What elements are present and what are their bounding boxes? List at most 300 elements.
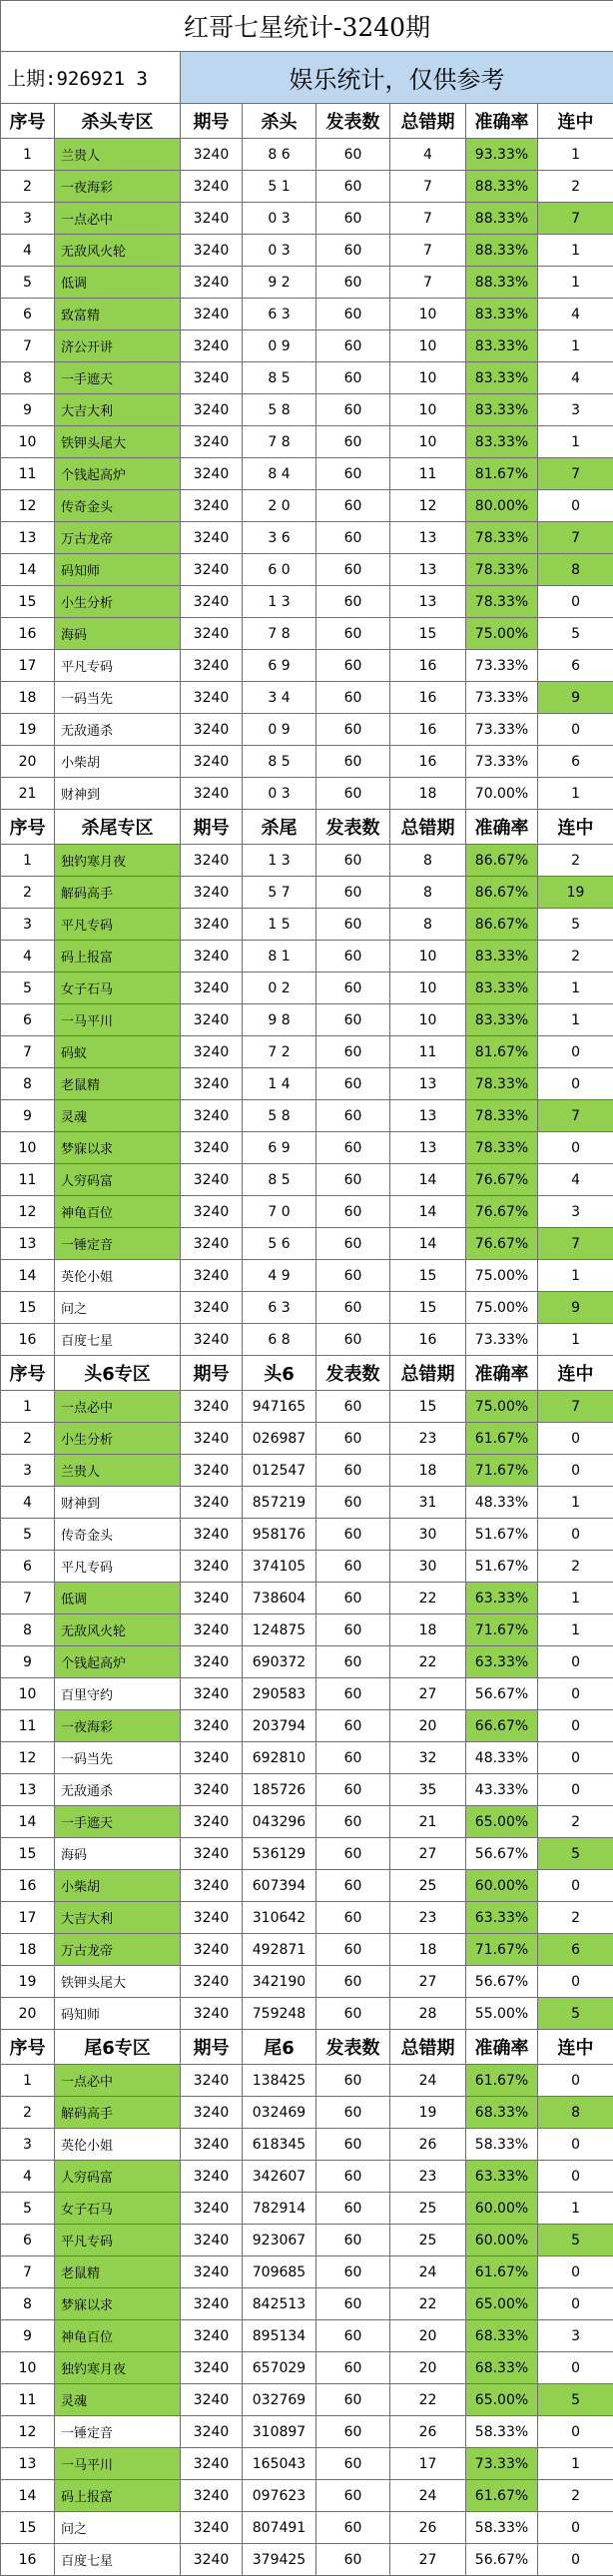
- cell-miss-count: 13: [390, 1132, 466, 1164]
- cell-accuracy: 58.33%: [466, 2416, 538, 2448]
- cell-predictor-name: 一码当先: [55, 1742, 181, 1774]
- cell-period: 3240: [181, 1742, 243, 1774]
- cell-index: 7: [1, 2256, 55, 2288]
- cell-period: 3240: [181, 2320, 243, 2352]
- cell-streak: 7: [538, 1100, 613, 1132]
- cell-post-count: 60: [316, 2320, 390, 2352]
- cell-accuracy: 78.33%: [466, 554, 538, 586]
- cell-period: 3240: [181, 1551, 243, 1583]
- cell-period: 3240: [181, 2448, 243, 2480]
- cell-period: 3240: [181, 490, 243, 522]
- column-header-period: 期号: [181, 810, 243, 845]
- cell-post-count: 60: [316, 1132, 390, 1164]
- cell-accuracy: 88.33%: [466, 171, 538, 203]
- cell-prediction: 203794: [243, 1710, 316, 1742]
- table-row: [1, 2065, 613, 2097]
- column-header-accuracy: 准确率: [466, 104, 538, 139]
- cell-period: 3240: [181, 1519, 243, 1551]
- cell-miss-count: 15: [390, 1292, 466, 1324]
- cell-post-count: 60: [316, 1004, 390, 1036]
- cell-predictor-name: 一码当先: [55, 682, 181, 714]
- cell-prediction: 026987: [243, 1423, 316, 1455]
- cell-period: 3240: [181, 2225, 243, 2256]
- cell-index: 8: [1, 1068, 55, 1100]
- cell-post-count: 60: [316, 2544, 390, 2576]
- table-row: [1, 1838, 613, 1870]
- cell-predictor-name: 大吉大利: [55, 1902, 181, 1934]
- cell-post-count: 60: [316, 2448, 390, 2480]
- cell-prediction: 1 3: [243, 586, 316, 618]
- cell-period: 3240: [181, 330, 243, 362]
- cell-prediction: 0 3: [243, 778, 316, 810]
- table-row: [1, 941, 613, 972]
- cell-index: 16: [1, 618, 55, 650]
- cell-accuracy: 48.33%: [466, 1742, 538, 1774]
- cell-predictor-name: 人穷码富: [55, 2161, 181, 2193]
- cell-post-count: 60: [316, 1391, 390, 1423]
- column-header-index: 序号: [1, 1356, 55, 1391]
- cell-predictor-name: 低调: [55, 1583, 181, 1614]
- cell-miss-count: 24: [390, 2480, 466, 2512]
- cell-miss-count: 26: [390, 2416, 466, 2448]
- cell-post-count: 60: [316, 2256, 390, 2288]
- cell-prediction: 9 8: [243, 1004, 316, 1036]
- cell-prediction: 124875: [243, 1614, 316, 1646]
- table-row: [1, 2480, 613, 2512]
- cell-index: 12: [1, 2416, 55, 2448]
- cell-period: 3240: [181, 139, 243, 171]
- cell-period: 3240: [181, 1100, 243, 1132]
- cell-index: 4: [1, 941, 55, 972]
- cell-accuracy: 56.67%: [466, 1966, 538, 1998]
- cell-streak: 0: [538, 2416, 613, 2448]
- cell-predictor-name: 低调: [55, 267, 181, 299]
- cell-streak: 3: [538, 2320, 613, 2352]
- cell-index: 2: [1, 877, 55, 909]
- column-header-post-count: 发表数: [316, 1356, 390, 1391]
- cell-streak: 0: [538, 2256, 613, 2288]
- cell-index: 9: [1, 1646, 55, 1678]
- cell-accuracy: 73.33%: [466, 650, 538, 682]
- column-header-predictor-name: 杀尾专区: [55, 810, 181, 845]
- cell-accuracy: 83.33%: [466, 330, 538, 362]
- cell-post-count: 60: [316, 522, 390, 554]
- cell-miss-count: 25: [390, 2193, 466, 2225]
- table-row: [1, 1583, 613, 1614]
- cell-streak: 0: [538, 1710, 613, 1742]
- cell-period: 3240: [181, 1583, 243, 1614]
- cell-accuracy: 63.33%: [466, 1902, 538, 1934]
- table-row: [1, 2161, 613, 2193]
- section-header-row: [1, 810, 613, 845]
- cell-post-count: 60: [316, 1742, 390, 1774]
- cell-period: 3240: [181, 171, 243, 203]
- cell-post-count: 60: [316, 972, 390, 1004]
- cell-index: 13: [1, 522, 55, 554]
- cell-post-count: 60: [316, 845, 390, 877]
- cell-miss-count: 10: [390, 941, 466, 972]
- cell-streak: 0: [538, 1519, 613, 1551]
- cell-index: 7: [1, 1036, 55, 1068]
- cell-accuracy: 60.00%: [466, 2225, 538, 2256]
- cell-predictor-name: 女子石马: [55, 2193, 181, 2225]
- cell-period: 3240: [181, 909, 243, 941]
- table-row: [1, 1196, 613, 1228]
- table-row: [1, 330, 613, 362]
- cell-index: 11: [1, 2384, 55, 2416]
- cell-predictor-name: 铁钾头尾大: [55, 426, 181, 458]
- cell-streak: 1: [538, 1324, 613, 1356]
- cell-predictor-name: 老鼠精: [55, 1068, 181, 1100]
- cell-accuracy: 86.67%: [466, 845, 538, 877]
- cell-miss-count: 10: [390, 362, 466, 394]
- cell-predictor-name: 平凡专码: [55, 650, 181, 682]
- cell-predictor-name: 百度七星: [55, 1324, 181, 1356]
- cell-predictor-name: 英伦小姐: [55, 1260, 181, 1292]
- cell-streak: 1: [538, 330, 613, 362]
- cell-post-count: 60: [316, 1966, 390, 1998]
- cell-prediction: 6 9: [243, 1132, 316, 1164]
- column-header-period: 期号: [181, 1356, 243, 1391]
- cell-miss-count: 30: [390, 1519, 466, 1551]
- cell-index: 7: [1, 1583, 55, 1614]
- cell-predictor-name: 灵魂: [55, 2384, 181, 2416]
- cell-prediction: 738604: [243, 1583, 316, 1614]
- cell-period: 3240: [181, 1806, 243, 1838]
- cell-predictor-name: 铁钾头尾大: [55, 1966, 181, 1998]
- cell-index: 1: [1, 2065, 55, 2097]
- cell-streak: 0: [538, 1870, 613, 1902]
- cell-period: 3240: [181, 972, 243, 1004]
- cell-miss-count: 10: [390, 394, 466, 426]
- cell-index: 14: [1, 1806, 55, 1838]
- cell-miss-count: 25: [390, 2225, 466, 2256]
- cell-period: 3240: [181, 1774, 243, 1806]
- table-row: [1, 2352, 613, 2384]
- table-row: [1, 522, 613, 554]
- cell-period: 3240: [181, 1228, 243, 1260]
- table-row: [1, 1455, 613, 1487]
- cell-post-count: 60: [316, 778, 390, 810]
- cell-post-count: 60: [316, 1036, 390, 1068]
- cell-miss-count: 13: [390, 554, 466, 586]
- cell-predictor-name: 一马平川: [55, 1004, 181, 1036]
- cell-prediction: 8 4: [243, 458, 316, 490]
- cell-accuracy: 71.67%: [466, 1614, 538, 1646]
- cell-accuracy: 48.33%: [466, 1487, 538, 1519]
- cell-period: 3240: [181, 586, 243, 618]
- cell-post-count: 60: [316, 2065, 390, 2097]
- cell-miss-count: 10: [390, 426, 466, 458]
- cell-streak: 1: [538, 1004, 613, 1036]
- cell-miss-count: 22: [390, 2384, 466, 2416]
- cell-index: 10: [1, 1678, 55, 1710]
- cell-accuracy: 43.33%: [466, 1774, 538, 1806]
- cell-predictor-name: 一夜海彩: [55, 1710, 181, 1742]
- cell-period: 3240: [181, 1164, 243, 1196]
- table-row: [1, 2320, 613, 2352]
- cell-predictor-name: 梦寐以求: [55, 2288, 181, 2320]
- table-row: [1, 139, 613, 171]
- table-row: [1, 2256, 613, 2288]
- cell-prediction: 1 5: [243, 909, 316, 941]
- cell-prediction: 2 0: [243, 490, 316, 522]
- cell-miss-count: 16: [390, 650, 466, 682]
- cell-streak: 1: [538, 139, 613, 171]
- cell-index: 12: [1, 490, 55, 522]
- cell-prediction: 947165: [243, 1391, 316, 1423]
- table-row: [1, 1100, 613, 1132]
- cell-predictor-name: 财神到: [55, 1487, 181, 1519]
- cell-prediction: 6 0: [243, 554, 316, 586]
- cell-post-count: 60: [316, 909, 390, 941]
- cell-miss-count: 14: [390, 1164, 466, 1196]
- cell-period: 3240: [181, 1902, 243, 1934]
- table-row: [1, 1870, 613, 1902]
- cell-index: 12: [1, 1196, 55, 1228]
- cell-post-count: 60: [316, 267, 390, 299]
- cell-index: 14: [1, 1260, 55, 1292]
- cell-streak: 2: [538, 845, 613, 877]
- cell-predictor-name: 一点必中: [55, 1391, 181, 1423]
- cell-miss-count: 17: [390, 2448, 466, 2480]
- table-row: [1, 1487, 613, 1519]
- cell-prediction: 492871: [243, 1934, 316, 1966]
- cell-streak: 4: [538, 362, 613, 394]
- cell-streak: 1: [538, 235, 613, 267]
- cell-accuracy: 73.33%: [466, 746, 538, 778]
- cell-post-count: 60: [316, 1934, 390, 1966]
- table-row: [1, 235, 613, 267]
- cell-accuracy: 61.67%: [466, 1423, 538, 1455]
- cell-period: 3240: [181, 2097, 243, 2129]
- cell-predictor-name: 问之: [55, 2512, 181, 2544]
- cell-period: 3240: [181, 1423, 243, 1455]
- cell-predictor-name: 致富精: [55, 299, 181, 330]
- cell-predictor-name: 大吉大利: [55, 394, 181, 426]
- cell-streak: 5: [538, 2225, 613, 2256]
- cell-post-count: 60: [316, 1068, 390, 1100]
- cell-prediction: 607394: [243, 1870, 316, 1902]
- cell-post-count: 60: [316, 1423, 390, 1455]
- cell-miss-count: 10: [390, 330, 466, 362]
- cell-accuracy: 75.00%: [466, 1260, 538, 1292]
- cell-prediction: 012547: [243, 1455, 316, 1487]
- cell-streak: 9: [538, 682, 613, 714]
- table-row: [1, 1324, 613, 1356]
- cell-prediction: 185726: [243, 1774, 316, 1806]
- cell-predictor-name: 小柴胡: [55, 746, 181, 778]
- cell-accuracy: 83.33%: [466, 426, 538, 458]
- cell-post-count: 60: [316, 650, 390, 682]
- cell-period: 3240: [181, 554, 243, 586]
- table-row: [1, 1678, 613, 1710]
- cell-prediction: 842513: [243, 2288, 316, 2320]
- cell-streak: 2: [538, 2480, 613, 2512]
- cell-post-count: 60: [316, 1614, 390, 1646]
- cell-prediction: 895134: [243, 2320, 316, 2352]
- cell-miss-count: 13: [390, 586, 466, 618]
- cell-prediction: 9 2: [243, 267, 316, 299]
- cell-streak: 2: [538, 1806, 613, 1838]
- table-row: [1, 203, 613, 235]
- cell-prediction: 374105: [243, 1551, 316, 1583]
- cell-period: 3240: [181, 1487, 243, 1519]
- cell-predictor-name: 兰贵人: [55, 1455, 181, 1487]
- cell-index: 2: [1, 1423, 55, 1455]
- cell-index: 15: [1, 1838, 55, 1870]
- table-row: [1, 877, 613, 909]
- cell-miss-count: 13: [390, 1068, 466, 1100]
- cell-index: 16: [1, 1324, 55, 1356]
- cell-index: 14: [1, 2480, 55, 2512]
- cell-post-count: 60: [316, 2225, 390, 2256]
- column-header-miss-count: 总错期: [390, 810, 466, 845]
- cell-miss-count: 11: [390, 458, 466, 490]
- cell-miss-count: 7: [390, 267, 466, 299]
- cell-index: 19: [1, 714, 55, 746]
- cell-prediction: 097623: [243, 2480, 316, 2512]
- cell-period: 3240: [181, 1710, 243, 1742]
- column-header-streak: 连中: [538, 1356, 613, 1391]
- cell-prediction: 0 9: [243, 714, 316, 746]
- cell-predictor-name: 无敌通杀: [55, 1774, 181, 1806]
- table-row: [1, 1806, 613, 1838]
- cell-index: 10: [1, 2352, 55, 2384]
- cell-accuracy: 80.00%: [466, 490, 538, 522]
- cell-period: 3240: [181, 845, 243, 877]
- cell-prediction: 310897: [243, 2416, 316, 2448]
- table-row: [1, 2225, 613, 2256]
- section-header-row: [1, 1356, 613, 1391]
- stats-table-body: [1, 1, 613, 2576]
- cell-accuracy: 78.33%: [466, 1132, 538, 1164]
- cell-miss-count: 23: [390, 1902, 466, 1934]
- cell-index: 18: [1, 1934, 55, 1966]
- cell-post-count: 60: [316, 586, 390, 618]
- cell-prediction: 5 8: [243, 1100, 316, 1132]
- cell-period: 3240: [181, 203, 243, 235]
- cell-predictor-name: 兰贵人: [55, 139, 181, 171]
- cell-index: 4: [1, 235, 55, 267]
- table-row: [1, 1292, 613, 1324]
- cell-predictor-name: 传奇金头: [55, 1519, 181, 1551]
- cell-post-count: 60: [316, 1774, 390, 1806]
- cell-streak: 0: [538, 2288, 613, 2320]
- cell-prediction: 7 8: [243, 618, 316, 650]
- cell-period: 3240: [181, 2129, 243, 2161]
- cell-prediction: 923067: [243, 2225, 316, 2256]
- cell-post-count: 60: [316, 2129, 390, 2161]
- cell-streak: 9: [538, 1292, 613, 1324]
- cell-prediction: 8 6: [243, 139, 316, 171]
- cell-streak: 7: [538, 203, 613, 235]
- cell-period: 3240: [181, 1838, 243, 1870]
- cell-post-count: 60: [316, 2193, 390, 2225]
- cell-streak: 8: [538, 2097, 613, 2129]
- cell-accuracy: 83.33%: [466, 972, 538, 1004]
- cell-index: 16: [1, 2544, 55, 2576]
- table-row: [1, 682, 613, 714]
- cell-accuracy: 83.33%: [466, 1004, 538, 1036]
- cell-predictor-name: 码知师: [55, 1998, 181, 2030]
- cell-accuracy: 75.00%: [466, 1391, 538, 1423]
- column-header-prediction: 杀尾: [243, 810, 316, 845]
- cell-miss-count: 10: [390, 299, 466, 330]
- cell-post-count: 60: [316, 1646, 390, 1678]
- cell-streak: 0: [538, 2161, 613, 2193]
- cell-post-count: 60: [316, 1519, 390, 1551]
- cell-streak: 7: [538, 522, 613, 554]
- cell-prediction: 8 5: [243, 1164, 316, 1196]
- column-header-post-count: 发表数: [316, 104, 390, 139]
- table-row: [1, 1902, 613, 1934]
- cell-prediction: 1 4: [243, 1068, 316, 1100]
- cell-index: 6: [1, 2225, 55, 2256]
- table-row: [1, 650, 613, 682]
- table-row: [1, 618, 613, 650]
- cell-prediction: 0 9: [243, 330, 316, 362]
- cell-index: 14: [1, 554, 55, 586]
- column-header-miss-count: 总错期: [390, 104, 466, 139]
- cell-predictor-name: 平凡专码: [55, 1551, 181, 1583]
- table-row: [1, 1423, 613, 1455]
- cell-index: 4: [1, 2161, 55, 2193]
- cell-post-count: 60: [316, 426, 390, 458]
- cell-predictor-name: 码蚁: [55, 1036, 181, 1068]
- cell-accuracy: 63.33%: [466, 1583, 538, 1614]
- cell-period: 3240: [181, 1646, 243, 1678]
- cell-prediction: 7 8: [243, 426, 316, 458]
- cell-prediction: 342190: [243, 1966, 316, 1998]
- cell-index: 8: [1, 362, 55, 394]
- cell-miss-count: 23: [390, 1423, 466, 1455]
- cell-streak: 1: [538, 1583, 613, 1614]
- cell-period: 3240: [181, 2544, 243, 2576]
- cell-post-count: 60: [316, 714, 390, 746]
- cell-index: 3: [1, 1455, 55, 1487]
- cell-index: 20: [1, 1998, 55, 2030]
- cell-predictor-name: 小柴胡: [55, 1870, 181, 1902]
- cell-miss-count: 16: [390, 746, 466, 778]
- cell-predictor-name: 个钱起高炉: [55, 1646, 181, 1678]
- cell-accuracy: 73.33%: [466, 1324, 538, 1356]
- cell-index: 7: [1, 330, 55, 362]
- cell-prediction: 032769: [243, 2384, 316, 2416]
- cell-streak: 0: [538, 1036, 613, 1068]
- cell-prediction: 032469: [243, 2097, 316, 2129]
- cell-period: 3240: [181, 2512, 243, 2544]
- cell-streak: 0: [538, 2544, 613, 2576]
- cell-accuracy: 65.00%: [466, 2288, 538, 2320]
- cell-index: 9: [1, 394, 55, 426]
- cell-prediction: 6 9: [243, 650, 316, 682]
- cell-predictor-name: 女子石马: [55, 972, 181, 1004]
- table-row: [1, 1132, 613, 1164]
- cell-period: 3240: [181, 235, 243, 267]
- cell-predictor-name: 解码高手: [55, 877, 181, 909]
- column-header-index: 序号: [1, 104, 55, 139]
- cell-miss-count: 22: [390, 1583, 466, 1614]
- table-row: [1, 2129, 613, 2161]
- cell-post-count: 60: [316, 330, 390, 362]
- column-header-streak: 连中: [538, 104, 613, 139]
- column-header-streak: 连中: [538, 2030, 613, 2065]
- cell-prediction: 692810: [243, 1742, 316, 1774]
- table-row: [1, 2288, 613, 2320]
- cell-streak: 2: [538, 941, 613, 972]
- cell-miss-count: 10: [390, 1004, 466, 1036]
